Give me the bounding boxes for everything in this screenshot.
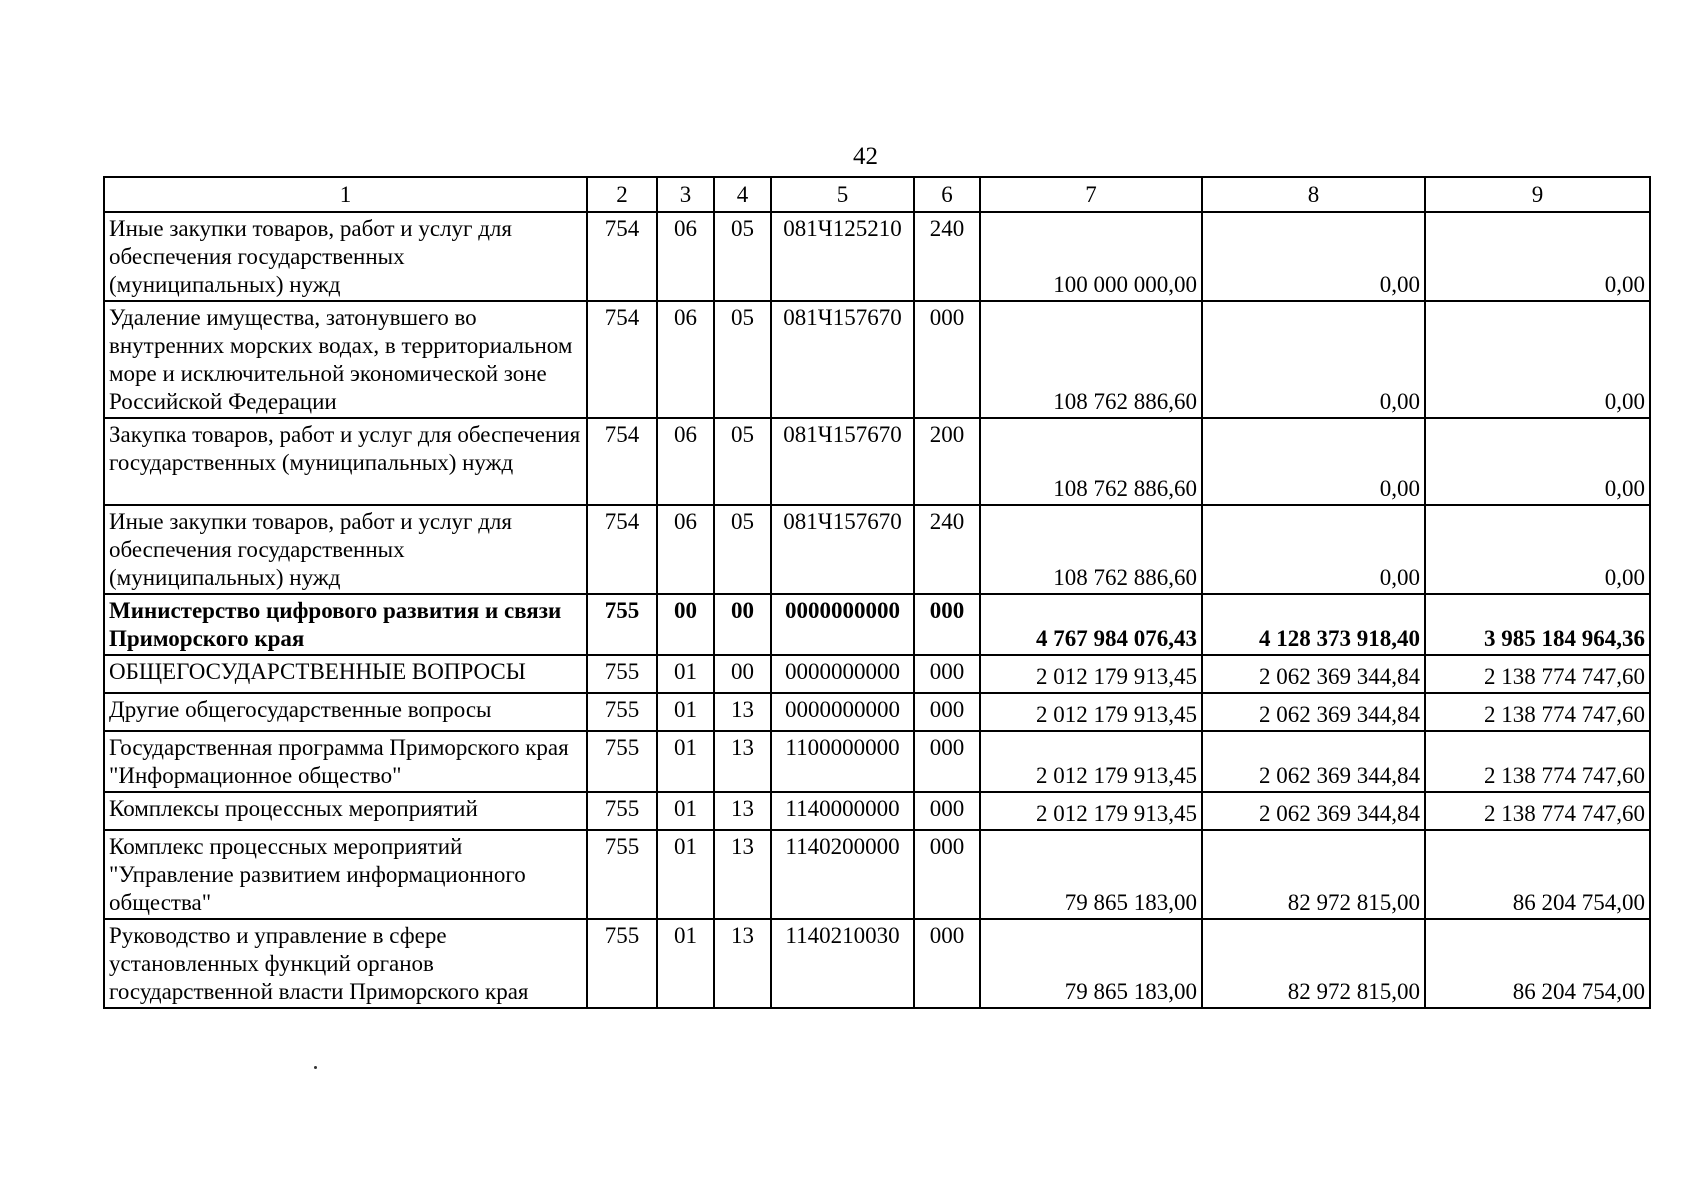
amount-col-8: 82 972 815,00 (1202, 919, 1425, 1008)
expense-type-code: 000 (914, 594, 980, 655)
subsection-code: 05 (714, 301, 771, 418)
amount-col-8: 0,00 (1202, 505, 1425, 594)
subsection-code: 13 (714, 693, 771, 731)
table-row (104, 418, 1650, 505)
column-header-9: 9 (1425, 177, 1650, 212)
amount-col-8: 0,00 (1202, 301, 1425, 418)
table-row (104, 212, 1650, 301)
section-code: 01 (657, 792, 714, 830)
subsection-code: 13 (714, 919, 771, 1008)
table-row (104, 919, 1650, 1008)
subsection-code: 13 (714, 731, 771, 792)
table-row (104, 792, 1650, 830)
row-name: ОБЩЕГОСУДАРСТВЕННЫЕ ВОПРОСЫ (104, 655, 587, 693)
admin-code: 754 (587, 301, 657, 418)
admin-code: 755 (587, 830, 657, 919)
section-code: 01 (657, 731, 714, 792)
column-header-3: 3 (657, 177, 714, 212)
page-number: 42 (853, 143, 878, 170)
amount-col-9: 2 138 774 747,60 (1425, 792, 1650, 830)
admin-code: 754 (587, 418, 657, 505)
amount-col-9: 2 138 774 747,60 (1425, 693, 1650, 731)
target-article-code: 081Ч157670 (771, 301, 914, 418)
section-code: 06 (657, 301, 714, 418)
amount-col-7: 2 012 179 913,45 (980, 731, 1202, 792)
stray-mark (314, 1066, 317, 1069)
column-header-7: 7 (980, 177, 1202, 212)
amount-col-7: 4 767 984 076,43 (980, 594, 1202, 655)
amount-col-7: 79 865 183,00 (980, 830, 1202, 919)
table-row (104, 830, 1650, 919)
expense-type-code: 240 (914, 212, 980, 301)
target-article-code: 1100000000 (771, 731, 914, 792)
amount-col-8: 0,00 (1202, 418, 1425, 505)
amount-col-8: 2 062 369 344,84 (1202, 655, 1425, 693)
subsection-code: 05 (714, 212, 771, 301)
row-name: Комплекс процессных мероприятий "Управление развитием информационного общества" (104, 830, 587, 919)
table-row (104, 731, 1650, 792)
admin-code: 755 (587, 693, 657, 731)
target-article-code: 081Ч157670 (771, 418, 914, 505)
row-name: Другие общегосударственные вопросы (104, 693, 587, 731)
column-header-2: 2 (587, 177, 657, 212)
target-article-code: 1140200000 (771, 830, 914, 919)
row-name: Государственная программа Приморского края "Информационное общество" (104, 731, 587, 792)
target-article-code: 1140000000 (771, 792, 914, 830)
target-article-code: 0000000000 (771, 693, 914, 731)
amount-col-8: 2 062 369 344,84 (1202, 693, 1425, 731)
expense-type-code: 000 (914, 830, 980, 919)
amount-col-7: 2 012 179 913,45 (980, 655, 1202, 693)
column-header-1: 1 (104, 177, 587, 212)
subsection-code: 05 (714, 418, 771, 505)
expense-type-code: 000 (914, 693, 980, 731)
amount-col-9: 86 204 754,00 (1425, 830, 1650, 919)
subsection-code: 00 (714, 594, 771, 655)
amount-col-9: 86 204 754,00 (1425, 919, 1650, 1008)
admin-code: 754 (587, 212, 657, 301)
row-name: Закупка товаров, работ и услуг для обеспечения государственных (муниципальных) нужд (104, 418, 587, 505)
amount-col-8: 82 972 815,00 (1202, 830, 1425, 919)
section-code: 01 (657, 655, 714, 693)
amount-col-7: 108 762 886,60 (980, 301, 1202, 418)
amount-col-7: 2 012 179 913,45 (980, 693, 1202, 731)
column-header-6: 6 (914, 177, 980, 212)
expense-type-code: 000 (914, 301, 980, 418)
header-row (104, 177, 1650, 212)
amount-col-8: 4 128 373 918,40 (1202, 594, 1425, 655)
admin-code: 755 (587, 655, 657, 693)
table-row (104, 693, 1650, 731)
subsection-code: 13 (714, 830, 771, 919)
table-row (104, 655, 1650, 693)
section-code: 06 (657, 505, 714, 594)
target-article-code: 081Ч125210 (771, 212, 914, 301)
row-name: Комплексы процессных мероприятий (104, 792, 587, 830)
amount-col-9: 0,00 (1425, 212, 1650, 301)
table-body (104, 212, 1650, 1008)
amount-col-9: 0,00 (1425, 418, 1650, 505)
amount-col-9: 0,00 (1425, 505, 1650, 594)
expense-type-code: 000 (914, 731, 980, 792)
expense-type-code: 000 (914, 919, 980, 1008)
row-name: Иные закупки товаров, работ и услуг для обеспечения государственных (муниципальных) нужд (104, 212, 587, 301)
admin-code: 754 (587, 505, 657, 594)
row-name: Министерство цифрового развития и связи Приморского края (104, 594, 587, 655)
amount-col-9: 2 138 774 747,60 (1425, 731, 1650, 792)
section-code: 06 (657, 212, 714, 301)
amount-col-7: 108 762 886,60 (980, 418, 1202, 505)
section-code: 00 (657, 594, 714, 655)
expense-type-code: 000 (914, 792, 980, 830)
admin-code: 755 (587, 594, 657, 655)
column-header-5: 5 (771, 177, 914, 212)
amount-col-8: 2 062 369 344,84 (1202, 792, 1425, 830)
table-row (104, 594, 1650, 655)
expense-type-code: 200 (914, 418, 980, 505)
row-name: Удаление имущества, затонувшего во внутренних морских водах, в территориальном море и исключительной экономической зоне Российской Федерации (104, 301, 587, 418)
target-article-code: 0000000000 (771, 594, 914, 655)
amount-col-9: 0,00 (1425, 301, 1650, 418)
row-name: Иные закупки товаров, работ и услуг для обеспечения государственных (муниципальных) нужд (104, 505, 587, 594)
target-article-code: 0000000000 (771, 655, 914, 693)
subsection-code: 13 (714, 792, 771, 830)
amount-col-7: 79 865 183,00 (980, 919, 1202, 1008)
subsection-code: 00 (714, 655, 771, 693)
admin-code: 755 (587, 731, 657, 792)
amount-col-8: 2 062 369 344,84 (1202, 731, 1425, 792)
column-header-8: 8 (1202, 177, 1425, 212)
expense-type-code: 240 (914, 505, 980, 594)
expense-type-code: 000 (914, 655, 980, 693)
amount-col-9: 2 138 774 747,60 (1425, 655, 1650, 693)
admin-code: 755 (587, 792, 657, 830)
row-name: Руководство и управление в сфере установленных функций органов государственной власти Приморского края (104, 919, 587, 1008)
table-row (104, 301, 1650, 418)
target-article-code: 1140210030 (771, 919, 914, 1008)
budget-table (103, 176, 1651, 1009)
section-code: 01 (657, 830, 714, 919)
admin-code: 755 (587, 919, 657, 1008)
section-code: 01 (657, 919, 714, 1008)
amount-col-8: 0,00 (1202, 212, 1425, 301)
table-row (104, 505, 1650, 594)
section-code: 01 (657, 693, 714, 731)
section-code: 06 (657, 418, 714, 505)
amount-col-7: 108 762 886,60 (980, 505, 1202, 594)
target-article-code: 081Ч157670 (771, 505, 914, 594)
subsection-code: 05 (714, 505, 771, 594)
amount-col-9: 3 985 184 964,36 (1425, 594, 1650, 655)
column-header-4: 4 (714, 177, 771, 212)
amount-col-7: 100 000 000,00 (980, 212, 1202, 301)
amount-col-7: 2 012 179 913,45 (980, 792, 1202, 830)
